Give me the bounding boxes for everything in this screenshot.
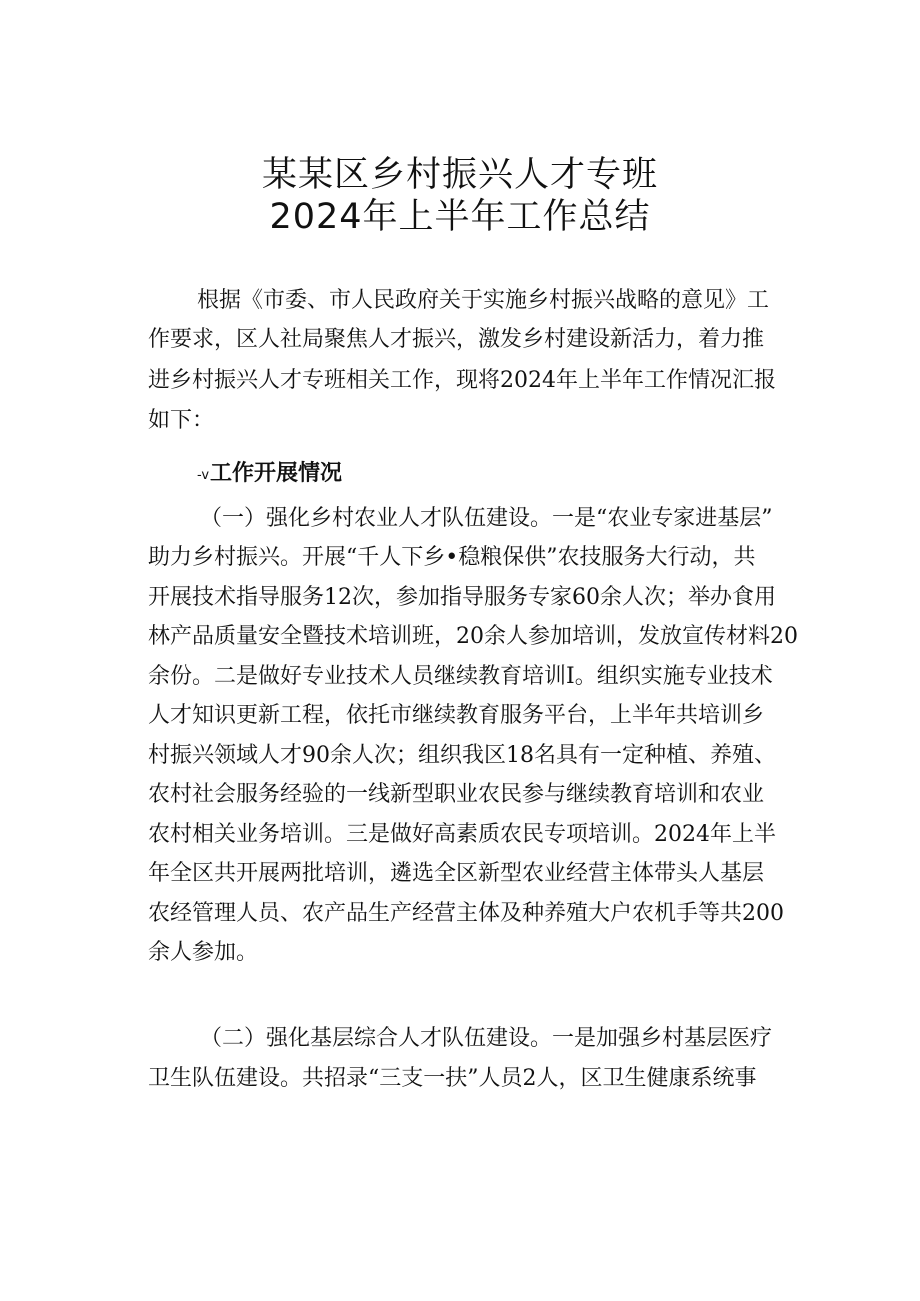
intro-line-3: 进乡村振兴人才专班相关工作，现将2024年上半年工作情况汇报: [148, 368, 776, 393]
document-title-line-1: 某某区乡村振兴人才专班: [261, 155, 658, 195]
section-heading-text: 工作开展情况: [210, 461, 343, 486]
para1-line-3: 开展技术指导服务12次，参加指导服务专家60余人次；举办食用: [148, 585, 776, 610]
intro-line-2: 作要求，区人社局聚焦人才振兴，激发乡村建设新活力，着力推: [148, 327, 765, 352]
para1-line-9: 农村相关业务培训。三是做好高素质农民专项培训。2024年上半: [148, 822, 776, 847]
para2-line-1: （二）强化基层综合人才队伍建设。一是加强乡村基层医疗: [200, 1026, 773, 1051]
para1-line-7: 村振兴领域人才90余人次；组织我区18名具有一定种植、养殖、: [148, 743, 776, 768]
para1-line-6: 人才知识更新工程，依托市继续教育服务平台，上半年共培训乡: [148, 703, 765, 728]
para1-line-5: 余份。二是做好专业技术人员继续教育培训I。组织实施专业技术: [148, 664, 773, 689]
intro-line-4: 如下：: [148, 408, 215, 433]
para1-line-8: 农村社会服务经验的一线新型职业农民参与继续教育培训和农业: [148, 782, 765, 807]
section-heading: [197, 459, 342, 491]
para1-line-10: 年全区共开展两批培训，遴选全区新型农业经营主体带头人基层: [148, 861, 765, 886]
para1-line-11: 农经管理人员、农产品生产经营主体及种养殖大户农机手等共200: [148, 901, 784, 926]
para1-line-2: 助力乡村振兴。开展“千人下乡•稳粮保供”农技服务大行动，共: [148, 545, 756, 570]
para1-line-4: 林产品质量安全暨技术培训班，20余人参加培训，发放宣传材料20: [148, 624, 798, 649]
intro-line-1: 根据《市委、市人民政府关于实施乡村振兴战略的意见》工: [197, 288, 770, 313]
document-title-line-2: 2024年上半年工作总结: [269, 197, 651, 237]
section-marker: -v: [197, 468, 210, 483]
para2-line-2: 卫生队伍建设。共招录“三支一扶”人员2人，区卫生健康系统事: [148, 1066, 757, 1091]
para1-line-12: 余人参加。: [148, 940, 259, 965]
para1-line-1: （一）强化乡村农业人才队伍建设。一是“农业专家进基层”: [200, 506, 773, 531]
